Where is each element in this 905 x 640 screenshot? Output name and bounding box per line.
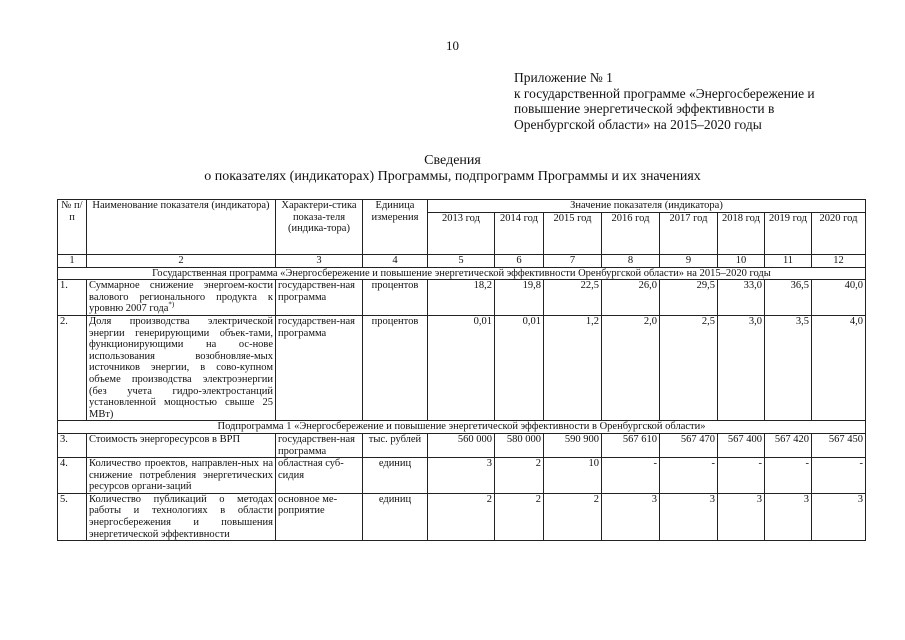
indicators-table bbox=[57, 199, 866, 541]
row-value: 0,01 bbox=[495, 315, 544, 420]
appendix-block bbox=[514, 70, 894, 132]
row-value: 29,5 bbox=[660, 280, 718, 316]
row-value: 3,5 bbox=[765, 315, 812, 420]
header-year: 2017 год bbox=[660, 213, 718, 255]
row-value: 2 bbox=[428, 493, 495, 540]
header-name: Наименование показателя (индикатора) bbox=[87, 200, 276, 255]
row-unit: процентов bbox=[363, 315, 428, 420]
table-row bbox=[58, 493, 866, 540]
row-name: Количество проектов, направлен-ных на снижение потребления энергетических ресурсов органи-заций bbox=[87, 458, 276, 494]
header-characteristic: Характери-стика показа-теля (индика-тора) bbox=[276, 200, 363, 255]
row-unit: единиц bbox=[363, 458, 428, 494]
row-value: 10 bbox=[544, 458, 602, 494]
row-value: 3 bbox=[765, 493, 812, 540]
row-num: 1. bbox=[58, 280, 87, 316]
column-number: 1 bbox=[58, 255, 87, 268]
section-row-subprogram bbox=[58, 421, 866, 434]
row-characteristic: основное ме-роприятие bbox=[276, 493, 363, 540]
row-unit: единиц bbox=[363, 493, 428, 540]
footnote-mark: *) bbox=[168, 300, 175, 309]
column-number: 4 bbox=[363, 255, 428, 268]
row-name: Доля производства электрической энергии генерирующими объек-тами, функционирующими на ос-нове использования возобновляе-мых источников энергии, в сово-купном объеме производства электроэнергии (без учета гидро-электростанций установленной мощностью свыше 25 МВт) bbox=[87, 315, 276, 420]
row-value: 2,5 bbox=[660, 315, 718, 420]
row-value: 4,0 bbox=[812, 315, 866, 420]
row-value: - bbox=[765, 458, 812, 494]
row-value: 3 bbox=[660, 493, 718, 540]
column-number: 6 bbox=[495, 255, 544, 268]
row-value: 1,2 bbox=[544, 315, 602, 420]
column-number: 5 bbox=[428, 255, 495, 268]
row-value: 2 bbox=[495, 458, 544, 494]
column-number: 11 bbox=[765, 255, 812, 268]
header-year: 2015 год bbox=[544, 213, 602, 255]
column-number: 8 bbox=[602, 255, 660, 268]
document-heading bbox=[0, 153, 905, 185]
table-row bbox=[58, 458, 866, 494]
column-number: 9 bbox=[660, 255, 718, 268]
table-row bbox=[58, 433, 866, 457]
row-num: 3. bbox=[58, 433, 87, 457]
row-value: 567 450 bbox=[812, 433, 866, 457]
column-number: 7 bbox=[544, 255, 602, 268]
page-number: 10 bbox=[446, 38, 459, 53]
header-values-group: Значение показателя (индикатора) bbox=[428, 200, 866, 213]
section-row-program bbox=[58, 267, 866, 280]
row-name: Количество публикаций о методах работы и технологиях в области энергосбережения и повышения энергетической эффективности bbox=[87, 493, 276, 540]
row-value: 3,0 bbox=[718, 315, 765, 420]
row-value: 36,5 bbox=[765, 280, 812, 316]
row-unit: тыс. рублей bbox=[363, 433, 428, 457]
row-value: - bbox=[660, 458, 718, 494]
column-number: 2 bbox=[87, 255, 276, 268]
section-title: Государственная программа «Энергосбережение и повышение энергетической эффективности Оренбургской области» на 2015–2020 годы bbox=[58, 267, 866, 280]
row-value: - bbox=[812, 458, 866, 494]
header-year: 2020 год bbox=[812, 213, 866, 255]
row-value: 40,0 bbox=[812, 280, 866, 316]
row-value: 2 bbox=[544, 493, 602, 540]
row-name bbox=[87, 280, 276, 316]
appendix-line: Оренбургской области» на 2015–2020 годы bbox=[514, 116, 762, 132]
table-row bbox=[58, 315, 866, 420]
row-value: 3 bbox=[812, 493, 866, 540]
row-value: 18,2 bbox=[428, 280, 495, 316]
header-year: 2013 год bbox=[428, 213, 495, 255]
row-value: 33,0 bbox=[718, 280, 765, 316]
header-year: 2018 год bbox=[718, 213, 765, 255]
row-value: - bbox=[602, 458, 660, 494]
table-row bbox=[58, 280, 866, 316]
row-name-text: Суммарное снижение энергоем-кости валового регионального продукта к уровню 2007 года bbox=[89, 280, 273, 315]
row-value: 590 900 bbox=[544, 433, 602, 457]
row-num: 5. bbox=[58, 493, 87, 540]
appendix-title: Приложение № 1 bbox=[514, 70, 613, 85]
row-value: 19,8 bbox=[495, 280, 544, 316]
header-year: 2019 год bbox=[765, 213, 812, 255]
row-characteristic: государствен-ная программа bbox=[276, 280, 363, 316]
row-num: 2. bbox=[58, 315, 87, 420]
row-value: 580 000 bbox=[495, 433, 544, 457]
row-value: 567 420 bbox=[765, 433, 812, 457]
row-value: 3 bbox=[718, 493, 765, 540]
row-characteristic: областная суб-сидия bbox=[276, 458, 363, 494]
heading-subtitle: о показателях (индикаторах) Программы, подпрограмм Программы и их значениях bbox=[204, 169, 701, 184]
heading-title: Сведения bbox=[424, 153, 481, 168]
column-number: 12 bbox=[812, 255, 866, 268]
row-value: 567 470 bbox=[660, 433, 718, 457]
row-characteristic: государствен-ная программа bbox=[276, 433, 363, 457]
header-year: 2016 год bbox=[602, 213, 660, 255]
row-num: 4. bbox=[58, 458, 87, 494]
appendix-line: к государственной программе «Энергосбережение и bbox=[514, 85, 815, 101]
column-number: 3 bbox=[276, 255, 363, 268]
row-value: 0,01 bbox=[428, 315, 495, 420]
header-num: № п/п bbox=[58, 200, 87, 255]
row-name: Стоимость энергоресурсов в ВРП bbox=[87, 433, 276, 457]
row-value: 3 bbox=[428, 458, 495, 494]
column-number: 10 bbox=[718, 255, 765, 268]
row-characteristic: государствен-ная программа bbox=[276, 315, 363, 420]
row-value: 567 610 bbox=[602, 433, 660, 457]
row-value: 22,5 bbox=[544, 280, 602, 316]
appendix-line: повышение энергетической эффективности в bbox=[514, 101, 775, 116]
row-value: 560 000 bbox=[428, 433, 495, 457]
row-value: - bbox=[718, 458, 765, 494]
row-value: 3 bbox=[602, 493, 660, 540]
row-value: 2 bbox=[495, 493, 544, 540]
row-value: 567 400 bbox=[718, 433, 765, 457]
row-value: 2,0 bbox=[602, 315, 660, 420]
header-year: 2014 год bbox=[495, 213, 544, 255]
row-unit: процентов bbox=[363, 280, 428, 316]
header-unit: Единица измерения bbox=[363, 200, 428, 255]
column-numbers-row bbox=[58, 255, 866, 268]
row-value: 26,0 bbox=[602, 280, 660, 316]
section-title: Подпрограмма 1 «Энергосбережение и повышение энергетической эффективности в Оренбургской области» bbox=[58, 421, 866, 434]
